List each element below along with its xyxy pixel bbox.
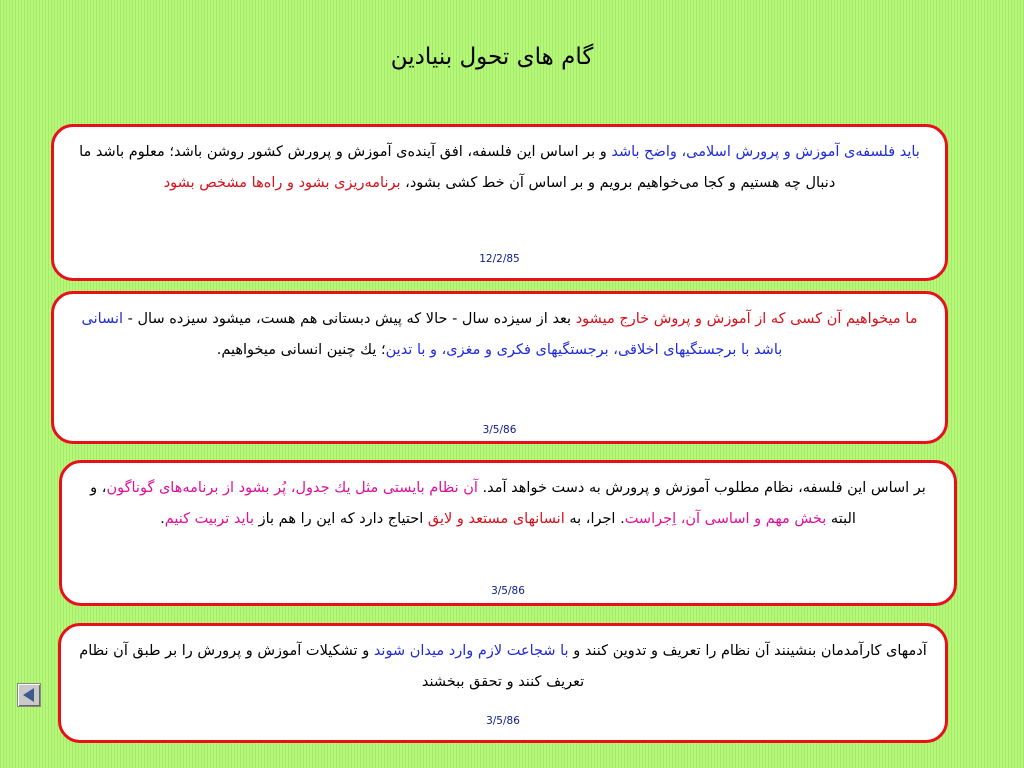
previous-slide-button[interactable] (17, 683, 41, 707)
quote-date-3: 3/5/86 (491, 585, 525, 597)
quote-4-text-1: آدمهای كارآمدمان بنشینند آن نظام را تعریف و تدوین كنند و (568, 643, 927, 659)
quote-2-text-4: ؛ یك چنین انسانی میخواهیم. (216, 342, 386, 358)
quote-2-highlight-1: ما میخواهیم آن کسی که از آموزش و پروش خارج میشود (575, 311, 918, 327)
quote-1-highlight-1: باید فلسفه‌ی آموزش و پرورش اسلامی، واضح باشد (611, 144, 920, 160)
quote-3-text-5: . اجرا، به (564, 511, 625, 527)
triangle-left-icon (21, 687, 37, 703)
quote-1-highlight-3: برنامه‌ریزی بشود و راه‌ها مشخص بشود (163, 175, 401, 191)
quote-3-highlight-8: باید تربیت کنیم (164, 511, 254, 527)
quote-2-text-2: بعد از سیزده سال - حالا که پیش دبستانی هم هست، میشود سیزده سال - (123, 311, 576, 327)
quote-box-1 (51, 124, 948, 281)
quote-date-4: 3/5/86 (486, 715, 520, 727)
quote-text-2 (68, 304, 931, 366)
quote-1-text-2: و بر اساس این فلسفه، افق آینده‌ی آموزش و پرورش کشور روشن باشد؛ معلوم باشد ما دنبال چه هستیم و کجا می‌خواهیم برویم و بر اساس آن خط کشی بشود، (79, 144, 836, 191)
quote-3-highlight-2: آن نظام بایستی مثل یك جدول، پُر بشود از برنامه‌های گوناگون (106, 480, 478, 496)
quote-3-highlight-4: بخش مهم و اساسی آن، اِجراست (624, 511, 827, 527)
quote-3-text-1: بر اساس این فلسفه، نظام مطلوب آموزش و پرورش به دست خواهد آمد. (477, 480, 926, 496)
quote-text-3 (76, 473, 940, 535)
quote-3-text-9: . (160, 511, 165, 527)
quote-3-highlight-6: انسانهای مستعد و لایق (427, 511, 565, 527)
quote-box-2 (51, 291, 948, 444)
quote-date-1: 12/2/85 (479, 253, 520, 265)
quote-3-text-7: احتیاج دارد که این را هم باز (254, 511, 428, 527)
quote-text-1 (68, 137, 931, 199)
quote-box-3 (59, 460, 957, 606)
quote-4-highlight-2: با شجاعت لازم وارد میدان شوند (373, 643, 569, 659)
page-title: گام های تحول بنیادین (390, 44, 594, 70)
quote-3-text-3: ، و البته (90, 480, 856, 527)
quote-text-4 (75, 636, 931, 698)
quote-2-highlight-3: انسانی باشد با برجستگیهای اخلاقی، برجستگیهای فکری و مغزی، و با تدین (81, 311, 783, 358)
quote-date-2: 3/5/86 (482, 424, 517, 436)
quote-box-4 (58, 623, 948, 743)
quote-4-text-3: و تشكیلات آموزش و پرورش را بر طبق آن نظام تعریف كنند و تحقق ببخشند (79, 643, 585, 690)
